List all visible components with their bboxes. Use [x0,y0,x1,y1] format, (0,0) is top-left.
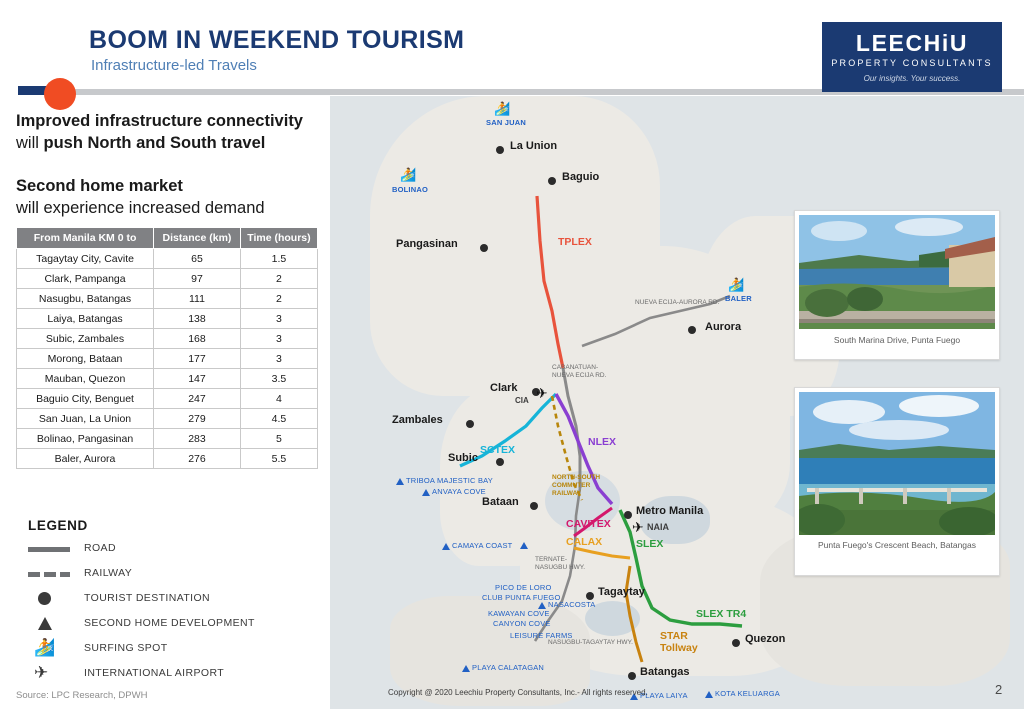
map-marker-subic [496,458,504,466]
route-tplex [537,196,563,368]
map-label-bataan: Bataan [482,496,519,508]
logo-subtitle: PROPERTY CONSULTANTS [831,58,993,68]
table-row [17,369,318,389]
table-col-distance: Distance (km) [154,228,241,249]
cell-place: Baler, Aurora [17,449,154,469]
legend-label: INTERNATIONAL AIRPORT [84,667,225,679]
surfing-icon-bolinao: 🏄 [400,167,417,182]
circle-marker-icon [28,588,72,610]
legend-title: LEGEND [28,518,88,533]
photo-card-south-marina [794,210,1000,360]
map-marker-aurora [688,326,696,334]
airport-icon-clark: ✈ [536,385,548,401]
map-label-leisure-farms: LEISURE FARMS [510,631,573,640]
map-marker-la-union [496,146,504,154]
table-row [17,309,318,329]
cell-time: 5 [240,429,317,449]
development-marker [422,489,430,496]
map-label-club-punta-fuego: CLUB PUNTA FUEGO [482,593,561,602]
table-row [17,429,318,449]
map-label-kawayan-cove: KAWAYAN COVE [488,609,550,618]
development-marker [462,665,470,672]
cell-distance: 276 [154,449,241,469]
company-logo [822,22,1002,92]
headline-second-home-line2: will experience increased demand [16,199,265,217]
map-label-cabanatuan-nueva-ecija-rd: CABANATUAN- NUEVA ECIJA RD. [552,364,607,379]
legend-item-international-airport [28,663,328,687]
map-label-triboa-majestic-bay: TRIBOA MAJESTIC BAY [406,476,494,485]
map-label-baguio: Baguio [562,171,600,183]
map-marker-metro-manila [624,511,632,519]
map-label-metro-manila: Metro Manila [636,505,704,517]
legend-item-second-home [28,613,328,637]
map-label-baler: BALER [725,294,752,303]
map-label-anvaya-cove: ANVAYA COVE [432,487,486,496]
copyright-note: Copyright @ 2020 Leechiu Property Consultants, Inc.- All rights reserved. [388,688,648,697]
road-label-nlex: NLEX [588,436,617,448]
headline-connectivity-line2-bold: push North and South travel [43,134,266,152]
cell-time: 3.5 [240,369,317,389]
headline-connectivity-line1: Improved infrastructure connectivity [16,112,303,130]
development-marker [520,542,528,549]
cell-place: Laiya, Batangas [17,309,154,329]
cell-time: 4 [240,389,317,409]
cell-time: 3 [240,349,317,369]
cell-time: 2 [240,289,317,309]
cell-distance: 111 [154,289,241,309]
distance-time-table [16,227,318,469]
development-marker [705,691,713,698]
map-label-canyon-cove: CANYON COVE [493,619,551,628]
map-label-zambales: Zambales [392,414,443,426]
header-dot-icon [44,78,76,110]
map-label-san-juan: SAN JUAN [486,118,526,127]
map-marker-quezon [732,639,740,647]
road-label-tplex: TPLEX [558,236,592,248]
headline-second-home-line1: Second home market [16,177,183,195]
headline-connectivity-line2-pre: will [16,134,44,152]
page-subtitle: Infrastructure-led Travels [91,57,257,74]
table-body [17,249,318,469]
triangle-marker-icon [28,613,72,635]
cell-place: Subic, Zambales [17,329,154,349]
development-marker [442,543,450,550]
map-label-ternate-nasugbu-hwy: TERNATE- NASUGBU HWY. [535,556,586,571]
slide-header [0,0,1024,96]
road-label-slex-tr4: SLEX TR4 [696,608,747,620]
cell-place: Tagaytay City, Cavite [17,249,154,269]
photo-south-marina-drive [799,215,995,329]
cell-time: 3 [240,329,317,349]
cell-place: Morong, Bataan [17,349,154,369]
cell-place: Mauban, Quezon [17,369,154,389]
table-row [17,389,318,409]
page-title: BOOM IN WEEKEND TOURISM [89,26,465,54]
table-row [17,409,318,429]
surfing-icon-baler: 🏄 [728,277,745,292]
map-label-clark: Clark [490,382,518,394]
map-label-playa-calatagan: PLAYA CALATAGAN [472,663,545,672]
map-marker-bataan [530,502,538,510]
photo-caption-south-marina: South Marina Drive, Punta Fuego [833,335,961,345]
map-label-naia: NAIA [647,522,669,532]
map-label-nasugbu-tagaytay-hwy: NASUGBU-TAGAYTAY HWY. [548,639,633,646]
map-label-camaya-coast: CAMAYA COAST [452,541,513,550]
map-marker-baguio [548,177,556,185]
cell-distance: 247 [154,389,241,409]
road-label-sctex: SCTEX [480,444,516,456]
photo-caption-crescent-beach: Punta Fuego's Crescent Beach, Batangas [817,540,977,550]
map-marker-pangasinan [480,244,488,252]
cell-time: 3 [240,309,317,329]
railway-dashed-icon [28,563,72,585]
cell-time: 4.5 [240,409,317,429]
cell-place: Nasugbu, Batangas [17,289,154,309]
map-marker-batangas [628,672,636,680]
cell-time: 1.5 [240,249,317,269]
photo-punta-fuego-crescent-beach [799,392,995,535]
logo-name: LEECHiU [855,30,969,56]
legend-label: SECOND HOME DEVELOPMENT [84,617,255,629]
legend-label: ROAD [84,542,116,554]
surfing-icon: 🏄 [34,638,56,657]
map-label-playa-laiya: PLAYA LAIYA [640,691,688,700]
table-row [17,289,318,309]
map-label-quezon: Quezon [745,633,786,645]
legend-label: RAILWAY [84,567,133,579]
map-label-pangasinan: Pangasinan [396,238,458,250]
source-note: Source: LPC Research, DPWH [16,690,148,701]
table-row [17,269,318,289]
cell-distance: 147 [154,369,241,389]
map-marker-tagaytay [586,592,594,600]
map-label-nueva-ecija-aurora-rd: NUEVA ECIJA-AURORA RD. [635,299,720,306]
cell-distance: 177 [154,349,241,369]
table-col-origin: From Manila KM 0 to [17,228,154,249]
cell-distance: 168 [154,329,241,349]
table-col-time: Time (hours) [240,228,317,249]
photo-card-crescent-beach [794,387,1000,576]
development-marker [396,478,404,485]
map-label-pico-de-loro: PICO DE LORO [495,583,552,592]
cell-time: 5.5 [240,449,317,469]
cell-place: San Juan, La Union [17,409,154,429]
cell-distance: 97 [154,269,241,289]
map-label-aurora: Aurora [705,321,742,333]
table-row [17,449,318,469]
road-label-nscr: NORTH-SOUTH COMMUTER RAILWAY [552,474,601,497]
road-label-cavitex: CAVITEX [566,518,611,530]
map-label-kota-keluarga: KOTA KELUARGA [715,689,780,698]
table-row [17,349,318,369]
page-number: 2 [995,682,1003,697]
map-label-subic: Subic [448,452,478,464]
road-label-calax: CALAX [566,536,603,548]
legend-item-tourist-destination [28,588,328,612]
cell-place: Baguio City, Benguet [17,389,154,409]
road-line-icon [28,538,72,560]
airplane-icon: ✈ [34,663,49,682]
map-marker-zambales [466,420,474,428]
cell-place: Bolinao, Pangasinan [17,429,154,449]
cell-time: 2 [240,269,317,289]
cell-distance: 279 [154,409,241,429]
map-label-nasacosta: NASACOSTA [548,600,596,609]
map-label-la-union: La Union [510,140,558,152]
cell-distance: 283 [154,429,241,449]
map-label-batangas: Batangas [640,666,690,678]
surfing-icon-san-juan: 🏄 [494,101,511,116]
table-header-row [17,228,318,249]
map-label-tagaytay: Tagaytay [598,586,645,598]
legend-item-surfing-spot [28,638,328,662]
cell-distance: 138 [154,309,241,329]
development-marker [538,602,546,609]
logo-tagline: Our insights. Your success. [863,74,961,83]
legend-label: SURFING SPOT [84,642,168,654]
cell-place: Clark, Pampanga [17,269,154,289]
table-row [17,329,318,349]
road-label-star-tollway: STAR Tollway [660,630,698,654]
road-label-slex: SLEX [636,538,664,550]
legend-label: TOURIST DESTINATION [84,592,211,604]
legend-item-road [28,538,328,562]
map-label-bolinao: BOLINAO [392,185,428,194]
legend-item-railway [28,563,328,587]
cell-distance: 65 [154,249,241,269]
map-label-cia: CIA [515,396,529,405]
table-row [17,249,318,269]
airport-icon-naia: ✈ [632,519,644,535]
